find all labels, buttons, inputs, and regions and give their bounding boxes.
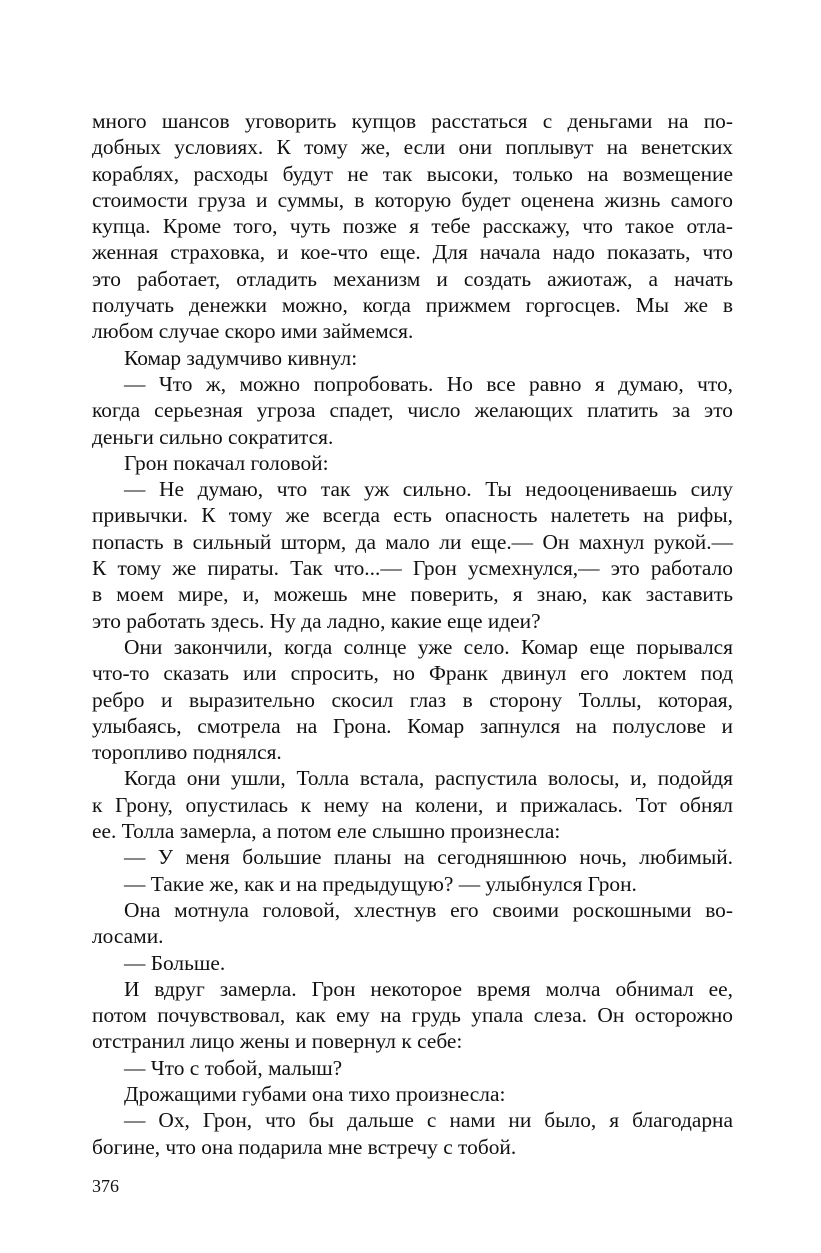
text-line: добных условиях. К тому же, если они поплывут на венетских (92, 135, 733, 160)
text-line: Они закончили, когда солнце уже село. Комар еще порывался (124, 634, 733, 659)
text-line: ребро и выразительно скосил глаз в сторону Толлы, которая, (92, 687, 733, 712)
text-line: Дрожащими губами она тихо произнесла: (124, 1081, 506, 1106)
text-line: получать денежки можно, когда прижмем горгосцев. Мы же в (92, 293, 733, 318)
text-line: — У меня большие планы на сегодняшнюю ночь, любимый. (124, 845, 733, 870)
body-text (92, 108, 733, 1160)
text-line: богине, что она подарила мне встречу с тобой. (92, 1134, 517, 1159)
text-line: это работать здесь. Ну да ладно, какие еще идеи? (92, 608, 541, 633)
text-line: лосами. (92, 924, 164, 949)
text-line: И вдруг замерла. Грон некоторое время молча обнимал ее, (124, 976, 733, 1001)
text-line: — Не думаю, что так уж сильно. Ты недооцениваешь силу (124, 477, 733, 502)
text-line: торопливо поднялся. (92, 740, 282, 765)
text-line: — Что ж, можно попробовать. Но все равно я думаю, что, (124, 371, 733, 396)
text-line: это работает, отладить механизм и создать ажиотаж, а начать (92, 266, 733, 291)
text-line: К тому же пираты. Так что...— Грон усмехнулся,— это работало (92, 556, 733, 581)
text-line: Комар задумчиво кивнул: (124, 345, 358, 370)
text-line: ее. Толла замерла, а потом еле слышно произнесла: (92, 819, 561, 844)
text-line: стоимости груза и суммы, в которую будет оценена жизнь самого (92, 187, 733, 212)
text-line: к Грону, опустилась к нему на колени, и прижалась. Тот обнял (92, 792, 733, 817)
text-line: — Больше. (124, 950, 226, 975)
page-number: 376 (92, 1176, 119, 1196)
text-line: — Что с тобой, малыш? (124, 1055, 343, 1080)
text-line: привычки. К тому же всегда есть опасность налететь на рифы, (92, 503, 733, 528)
text-line: деньги сильно сократится. (92, 424, 334, 449)
text-line: потом почувствовал, как ему на грудь упала слеза. Он осторожно (92, 1003, 733, 1028)
text-line: — Ох, Грон, что бы дальше с нами ни было, я благодарна (124, 1108, 733, 1133)
text-line: улыбаясь, смотрела на Грона. Комар запнулся на полуслове и (92, 713, 733, 738)
text-line: Когда они ушли, Толла встала, распустила волосы, и, подойдя (124, 766, 733, 791)
text-line: что-то сказать или спросить, но Франк двинул его локтем под (92, 661, 733, 686)
text-line: отстранил лицо жены и повернул к себе: (92, 1029, 463, 1054)
text-line: — Такие же, как и на предыдущую? — улыбнулся Грон. (124, 871, 637, 896)
text-line: купца. Кроме того, чуть позже я тебе расскажу, что такое отла- (92, 214, 733, 239)
text-line: Грон покачал головой: (124, 450, 329, 475)
text-line: попасть в сильный шторм, да мало ли еще.— Он махнул рукой.— (92, 529, 733, 554)
text-line: женная страховка, и кое-что еще. Для начала надо показать, что (92, 240, 733, 265)
text-line: когда серьезная угроза спадет, число желающих платить за это (92, 398, 733, 423)
text-line: много шансов уговорить купцов расстаться с деньгами на по- (92, 109, 733, 133)
text-line: Она мотнула головой, хлестнув его своими роскошными во- (124, 897, 733, 922)
text-line: кораблях, расходы будут не так высоки, только на возмещение (92, 161, 733, 186)
text-line: в моем мире, и, можешь мне поверить, я знаю, как заставить (92, 582, 733, 607)
text-line: любом случае скоро ими займемся. (92, 319, 414, 344)
